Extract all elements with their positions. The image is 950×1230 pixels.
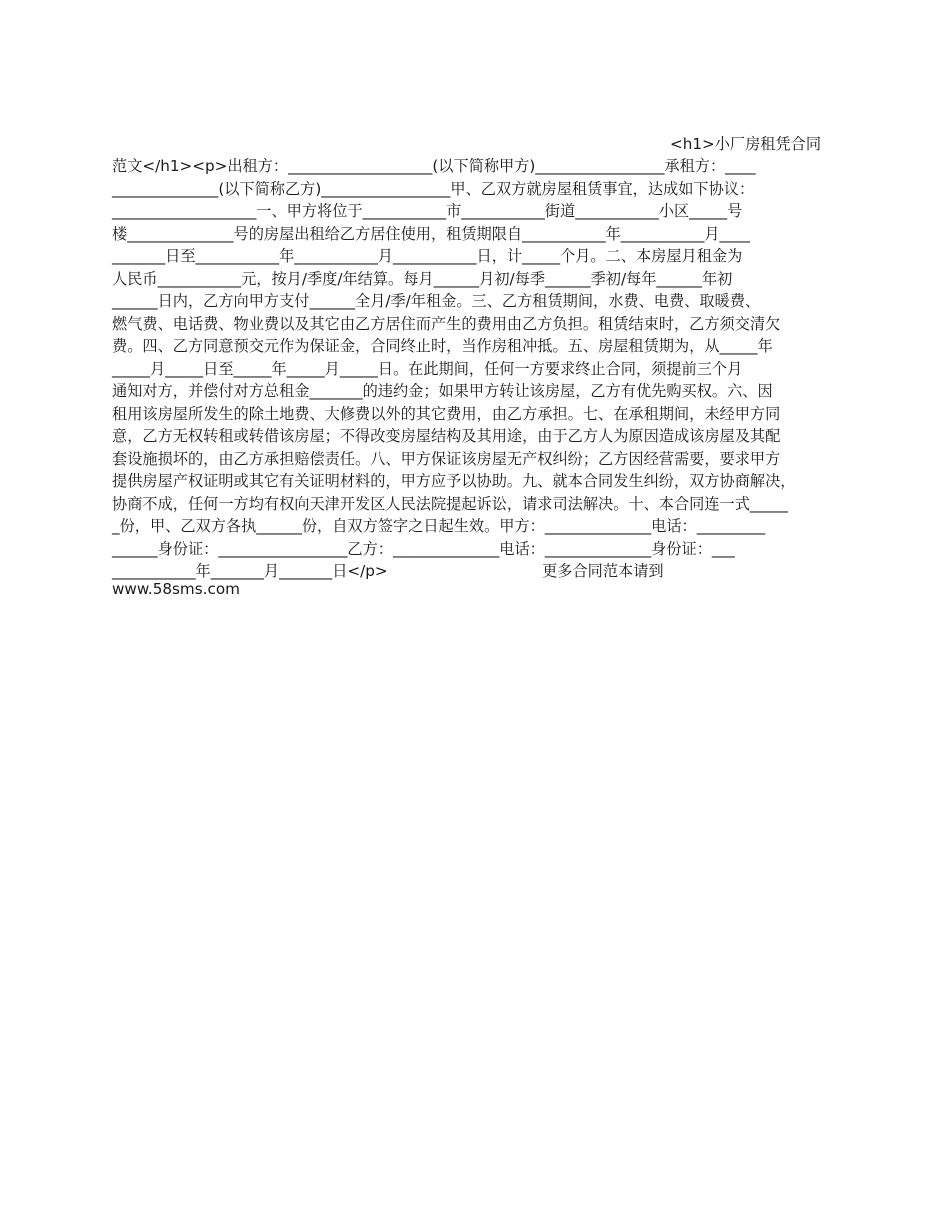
body-line: 楼______________号的房屋出租给乙方居住使用，租赁期限自___________年___________月____ — [112, 225, 750, 243]
body-line: 燃气费、电话费、物业费以及其它由乙方居住而产生的费用由乙方负担。租赁结束时，乙方须交清欠 — [112, 315, 781, 333]
title-line: <h1>小厂房租凭合同 — [670, 135, 822, 153]
body-line: ______身份证：_________________乙方：______________电话：______________身份证：___ — [112, 540, 735, 558]
body-line: ___________________一、甲方将位于___________市___________街道___________小区_____号 — [112, 202, 743, 220]
body-line: 租用该房屋所发生的除土地费、大修费以外的其它费用，由乙方承担。七、在承租期间，未经甲方同 — [112, 405, 781, 423]
body-line: _______日至___________年___________月___________日，计_____个月。二、本房屋月租金为 — [112, 247, 743, 265]
body-line: ______________(以下简称乙方)_________________甲、乙双方就房屋租赁事宜，达成如下协议： — [112, 180, 755, 198]
body-line: 范文</h1><p>出租方：___________________(以下简称甲方)_________________承租方：____ — [112, 157, 756, 175]
body-line: 套设施损坏的，由乙方承担赔偿责任。八、甲方保证该房屋无产权纠纷；乙方因经营需要，要求甲方 — [112, 450, 781, 468]
body-line: 人民币___________元，按月/季度/年结算。每月______月初/每季______季初/每年______年初 — [112, 270, 733, 288]
body-line: ______日内，乙方向甲方支付______全月/季/年租金。三、乙方租赁期间，水费、电费、取暖费、 — [112, 292, 761, 310]
body-line: 提供房屋产权证明或其它有关证明材料的，甲方应予以协助。九、就本合同发生纠纷，双方协商解决， — [112, 472, 796, 490]
body-line: ___________年_______月_______日</p> 更多合同范本请到 — [112, 562, 664, 580]
body-line: 意，乙方无权转租或转借该房屋；不得改变房屋结构及其用途，由于乙方人为原因造成该房屋及其配 — [112, 427, 781, 445]
body-line: _份，甲、乙双方各执______份，自双方签字之日起生效。甲方：______________电话：_________ — [112, 517, 766, 535]
body-line: 协商不成，任何一方均有权向天津开发区人民法院提起诉讼，请求司法解决。十、本合同连一式_____ — [112, 495, 788, 513]
body-line: 通知对方，并偿付对方总租金_______的违约金；如果甲方转让该房屋，乙方有优先购买权。六、因 — [112, 382, 773, 400]
body-line: _____月_____日至_____年_____月_____日。在此期间，任何一方要求终止合同，须提前三个月 — [112, 360, 743, 378]
body-line: 费。四、乙方同意预交元作为保证金，合同终止时，当作房租冲抵。五、房屋租赁期为，从_____年 — [112, 337, 773, 355]
source-link[interactable]: www.58sms.com — [112, 580, 240, 598]
